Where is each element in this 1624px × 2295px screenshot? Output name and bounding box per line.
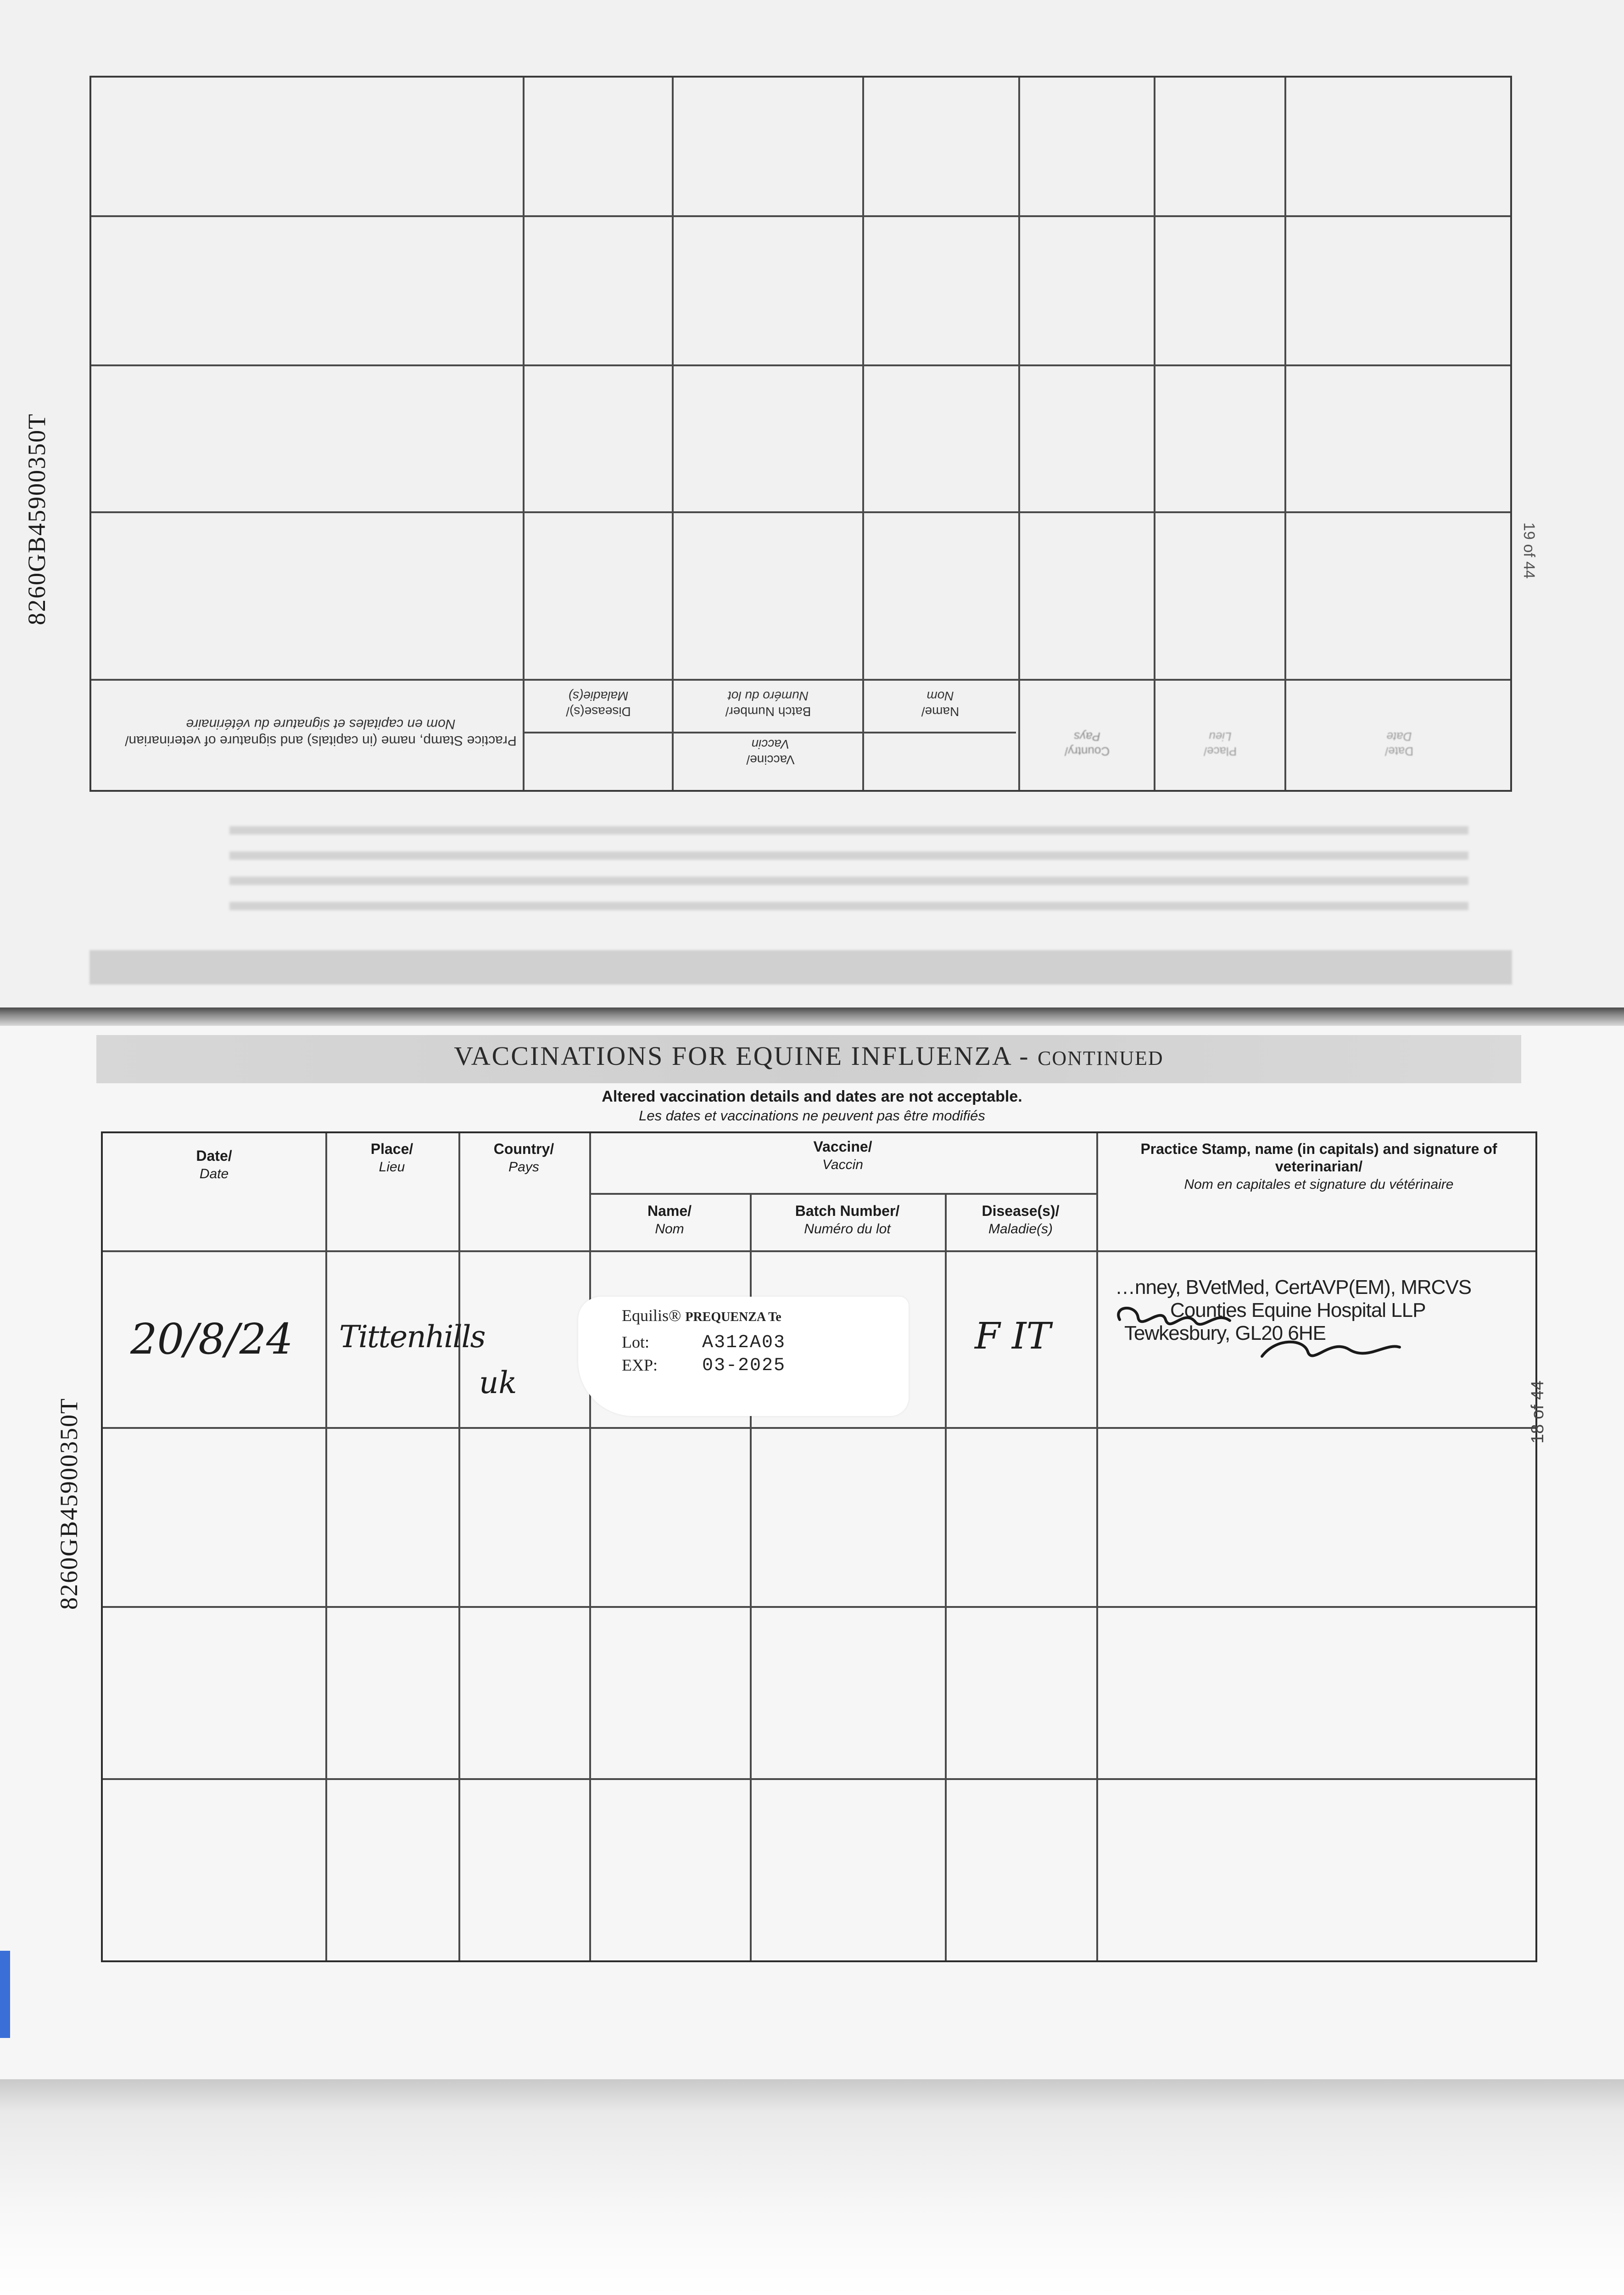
top-header-batch-fr: Numéro du lot: [728, 689, 809, 703]
lot-number: A312A03: [702, 1332, 786, 1353]
vet-signature: [1111, 1287, 1404, 1361]
warning-french: Les dates et vaccinations ne peuvent pas être modifiés: [639, 1108, 985, 1124]
vaccine-product-name: PREQUENZA Te: [685, 1310, 781, 1324]
stamp-address: Tewkesbury, GL20 6HE: [1124, 1322, 1326, 1344]
warning-english: Altered vaccination details and dates are not acceptable.: [602, 1088, 1022, 1105]
section-banner: [96, 1035, 1521, 1083]
page-number: 18 of 44: [1528, 1380, 1547, 1444]
top-header-vaccine: Vaccine/: [746, 753, 795, 767]
vaccine-batch-sticker: [578, 1297, 909, 1416]
entry-disease: F IT: [975, 1315, 1051, 1357]
header-disease: Disease(s)/ Maladie(s): [982, 1203, 1060, 1237]
vaccination-table: [101, 1131, 1537, 1962]
top-vaccination-grid: [89, 76, 1512, 792]
header-vaccine-name: Name/ Nom: [647, 1203, 692, 1237]
section-title: [96, 1041, 1521, 1071]
top-header-batch: Batch Number/: [725, 705, 811, 719]
top-passport-serial: 8260GB45900350T: [23, 413, 50, 625]
stamp-practice-name: Counties Equine Hospital LLP: [1170, 1299, 1426, 1321]
top-header-place-fr: Lieu: [1209, 730, 1232, 744]
header-place: Place/ Lieu: [370, 1141, 413, 1175]
top-header-name-fr: Nom: [926, 689, 954, 703]
header-date: Date/ Date: [196, 1148, 232, 1181]
top-header-date-fr: Date: [1386, 730, 1412, 744]
top-header-date: Date/: [1384, 744, 1414, 758]
lot-label: Lot:: [622, 1333, 649, 1351]
passport-serial: 8260GB45900350T: [55, 1398, 83, 1610]
top-header-disease-fr: Maladie(s): [568, 689, 629, 703]
entry-date: 20/8/24: [130, 1315, 293, 1364]
blue-page-tab: [0, 1951, 10, 2038]
book-fold-shadow: [0, 1008, 1624, 1026]
entry-country: uk: [479, 1365, 517, 1400]
header-batch-number: Batch Number/ Numéro du lot: [795, 1203, 900, 1237]
top-blurred-instructions: [229, 826, 1468, 918]
top-header-name: Name/: [921, 705, 960, 719]
top-header-practice: Practice Stamp, name (in capitals) and signature of veterinarian/: [125, 733, 517, 748]
top-header-country: Country/: [1064, 744, 1110, 758]
top-header-country-fr: Pays: [1074, 730, 1100, 744]
header-country: Country/ Pays: [493, 1141, 554, 1175]
expiry-date: 03-2025: [702, 1355, 786, 1376]
vaccine-brand: Equilis®: [622, 1306, 681, 1325]
header-practice-stamp: Practice Stamp, name (in capitals) and signature of veterinarian/ Nom en capitales et signature du vétérinaire: [1140, 1141, 1497, 1192]
header-vaccine: Vaccine/ Vaccin: [813, 1138, 872, 1172]
section-title-continued: CONTINUED: [1038, 1047, 1164, 1069]
top-header-disease: Disease(s)/: [566, 705, 631, 719]
stamp-vet-name: …nney, BVetMed, CertAVP(EM), MRCVS: [1115, 1276, 1472, 1299]
top-header-place: Place/: [1203, 744, 1237, 758]
top-blurred-banner: [89, 950, 1512, 985]
top-header-practice-fr: Nom en capitales et signature du vétérinaire: [186, 716, 456, 732]
top-header-vaccine-fr: Vaccin: [751, 737, 790, 751]
exp-label: EXP:: [622, 1356, 658, 1374]
vaccination-page: [0, 1026, 1624, 2079]
entry-place: Tittenhills: [339, 1319, 485, 1355]
previous-page-upside-down: [0, 0, 1624, 1010]
bottom-scan-shadow: [0, 2079, 1624, 2295]
section-title-main: VACCINATIONS FOR EQUINE INFLUENZA -: [454, 1041, 1038, 1071]
top-page-number: 19 of 44: [1520, 522, 1538, 579]
